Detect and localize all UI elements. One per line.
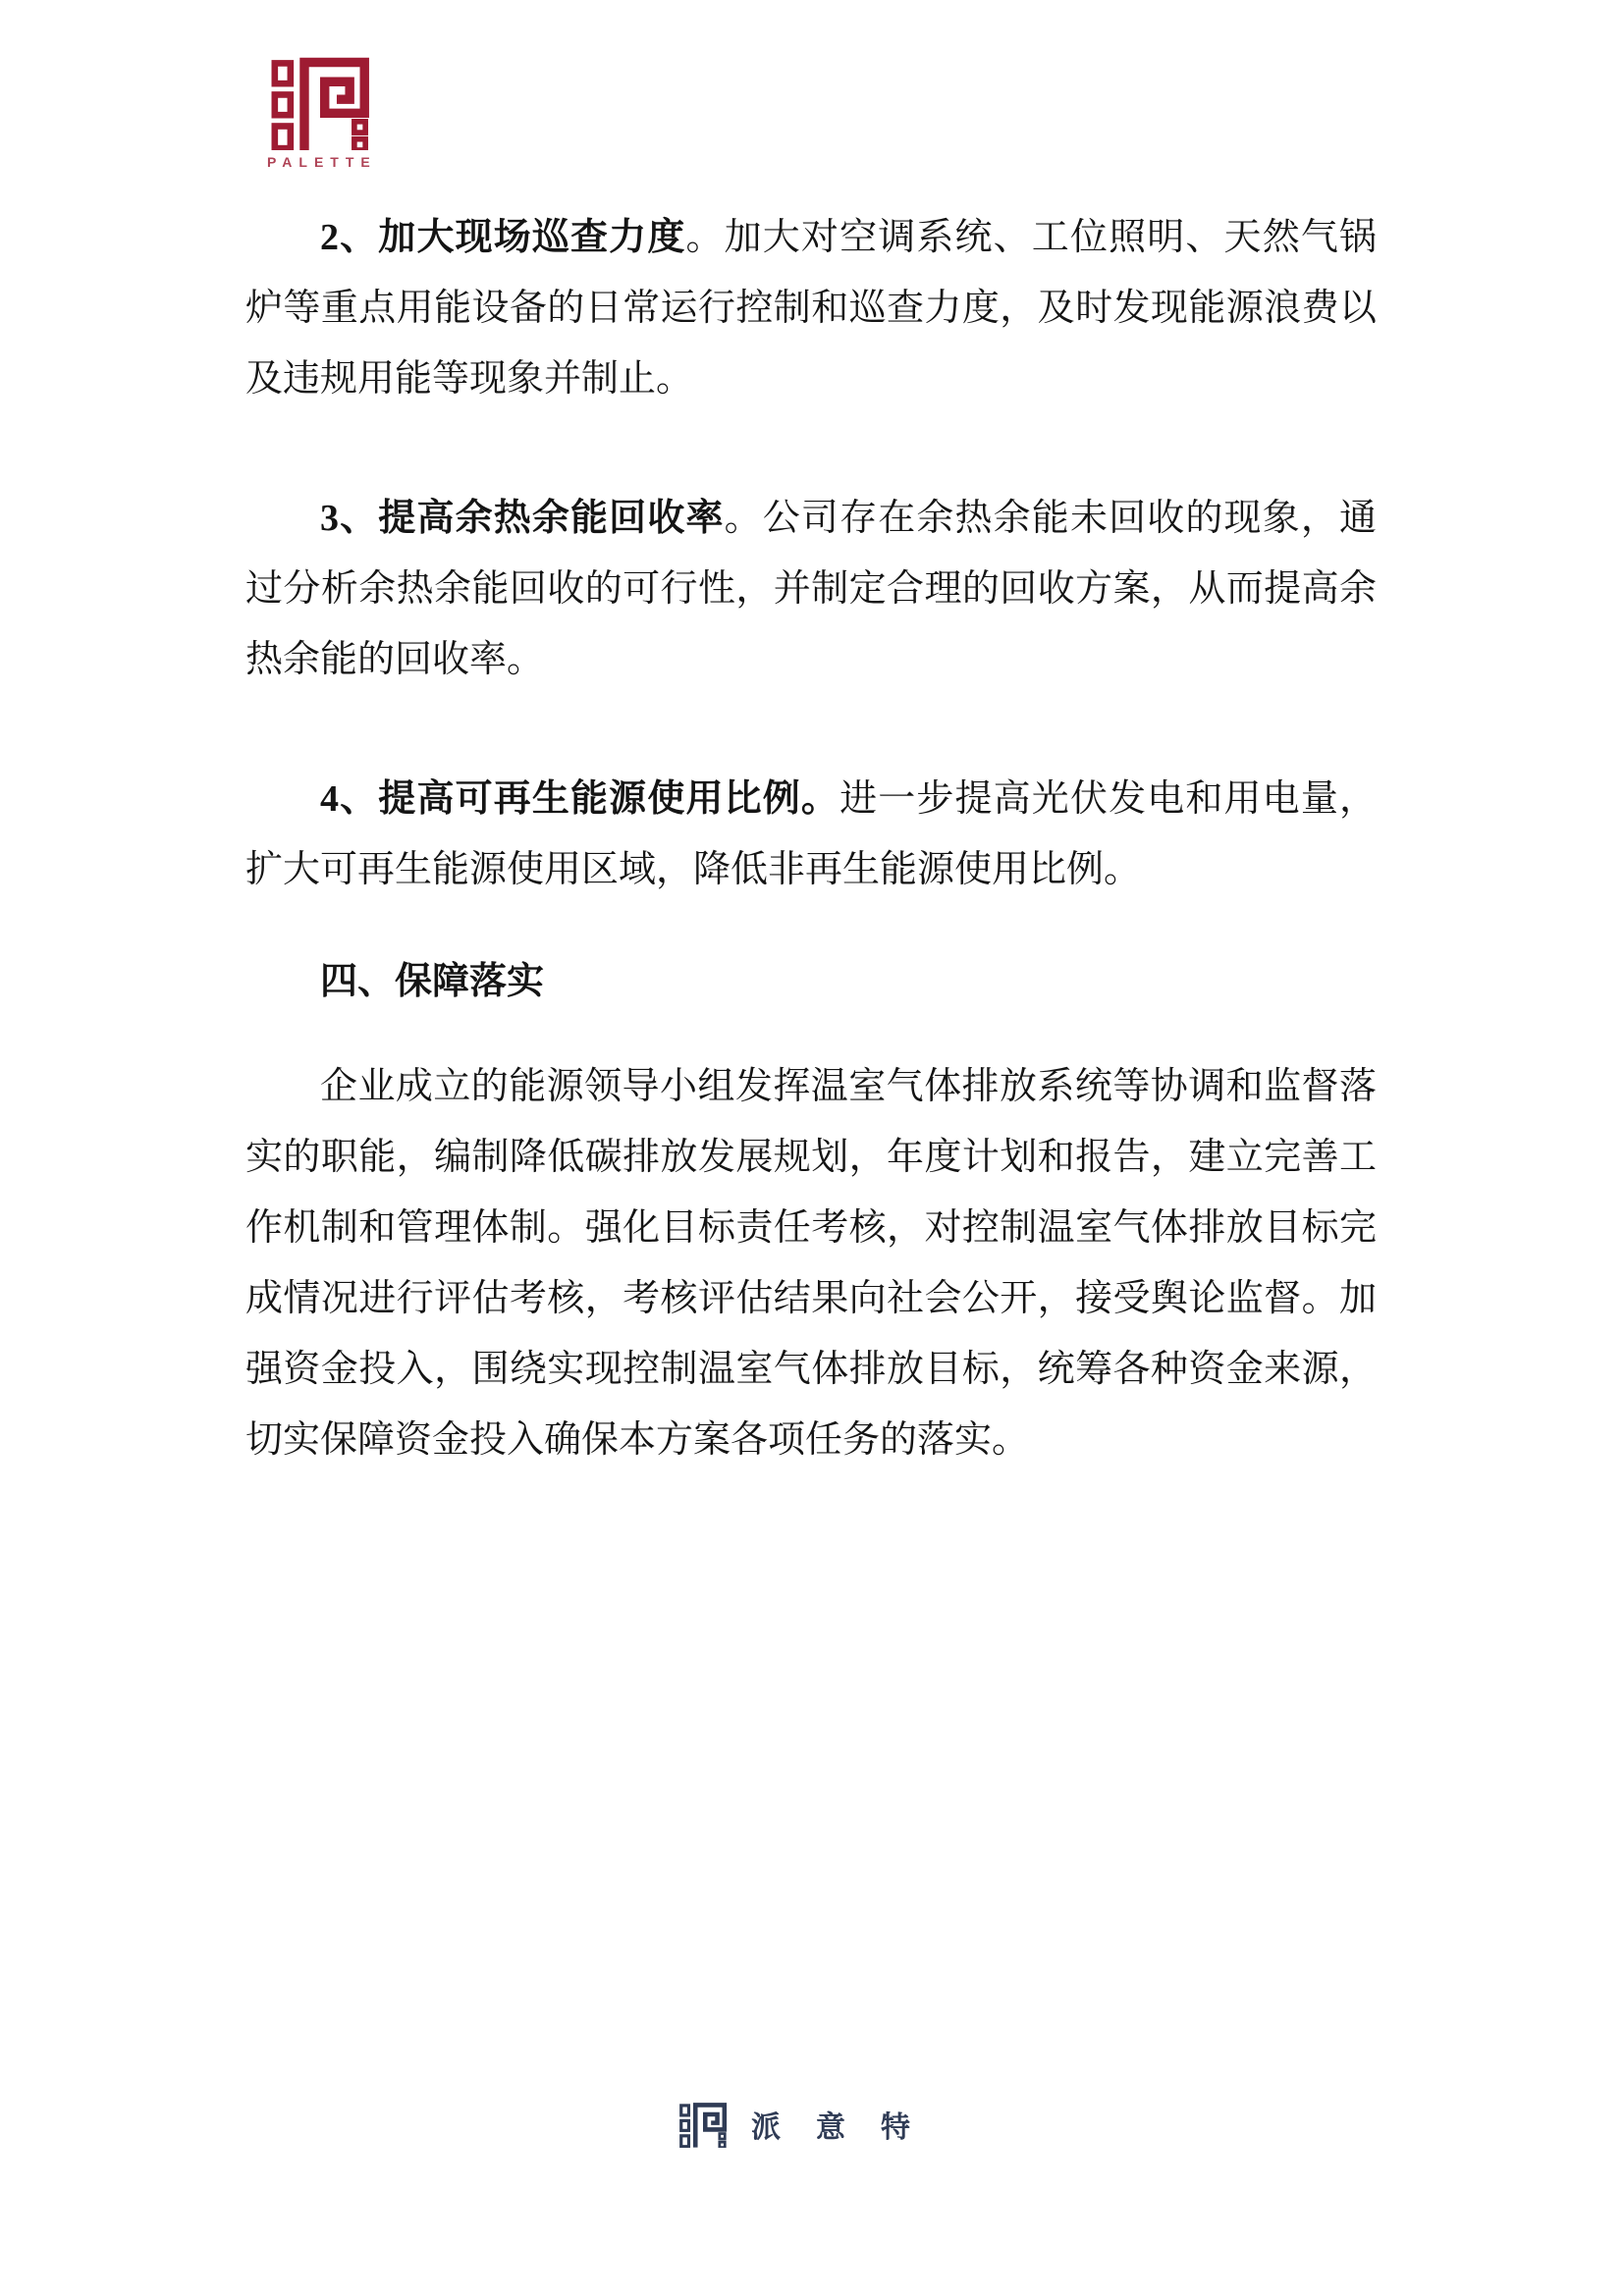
- header-logo: [267, 54, 377, 170]
- palette-footer-logo-icon: [678, 2101, 728, 2148]
- paragraph-renewable-energy-lead: 4、提高可再生能源使用比例。: [320, 778, 840, 820]
- paragraph-renewable-energy: [245, 764, 1377, 905]
- paragraph-safeguard: 企业成立的能源领导小组发挥温室气体排放系统等协调和监督落实的职能，编制降低碳排放发展规划，年度计划和报告，建立完善工作机制和管理体制。强化目标责任考核，对控制温室气体排放目标完成情况进行评估考核，考核评估结果向社会公开，接受舆论监督。加强资金投入，围绕实现控制温室气体排放目标，统筹各种资金来源，切实保障资金投入确保本方案各项任务的落实。: [245, 1066, 1377, 1461]
- footer-logo-text: 派意特: [751, 2111, 946, 2144]
- paragraph-inspection: [245, 202, 1377, 414]
- palette-logo-icon: [269, 54, 371, 150]
- section-heading: 四、保障落实: [320, 961, 545, 1002]
- document-body: [245, 202, 1377, 1475]
- paragraph-heat-recovery: [245, 483, 1377, 695]
- paragraph-heat-recovery-lead: 3、提高余热余能回收率: [320, 498, 725, 539]
- paragraph-inspection-text: 。加大对空调系统、工位照明、天然气锅炉等重点用能设备的日常运行控制和巡查力度，及时发现能源浪费以及违规用能等现象并制止。: [245, 217, 1377, 400]
- paragraph-inspection-lead: 2、加大现场巡查力度: [320, 217, 686, 258]
- paragraph-renewable-energy-text: 进一步提高光伏发电和用电量，扩大可再生能源使用区域，降低非再生能源使用比例。: [245, 778, 1377, 890]
- footer-logo: [0, 2101, 1624, 2148]
- header-logo-text: PALETTE: [267, 154, 377, 170]
- paragraph-heat-recovery-text: 。公司存在余热余能未回收的现象，通过分析余热余能回收的可行性，并制定合理的回收方案，从而提高余热余能的回收率。: [245, 498, 1377, 680]
